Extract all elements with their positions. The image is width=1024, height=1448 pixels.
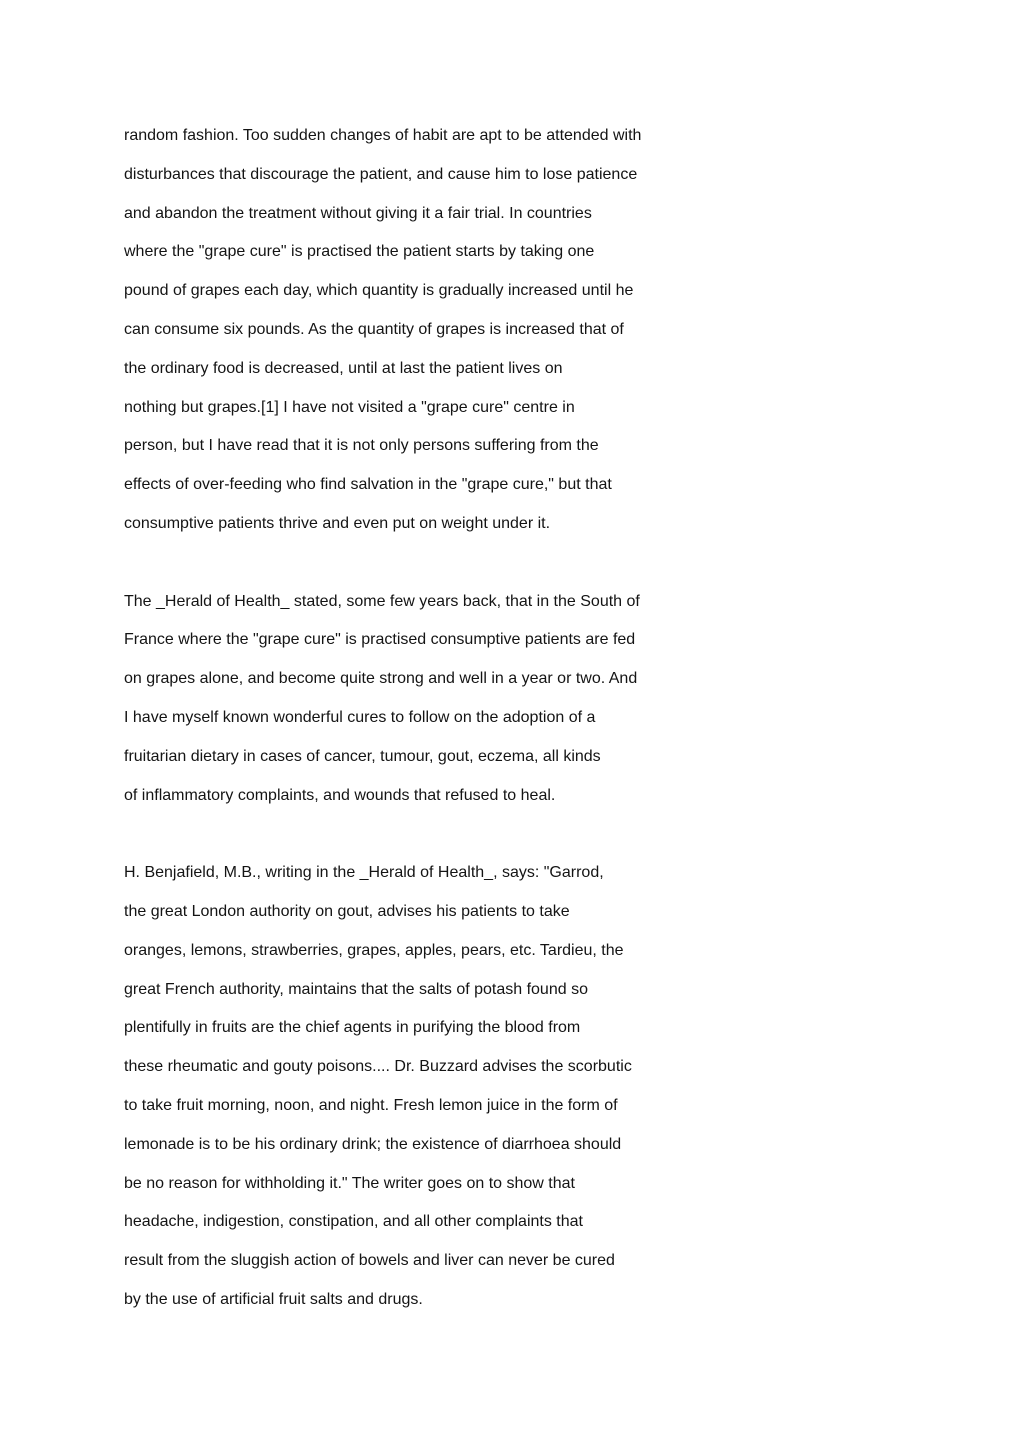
paragraph-2	[124, 583, 744, 816]
paragraph-line: disturbances that discourage the patient, and cause him to lose patience	[124, 165, 638, 183]
paragraph-line: on grapes alone, and become quite strong and well in a year or two. And	[124, 670, 638, 688]
paragraph-line: result from the sluggish action of bowels and liver can never be cured	[124, 1252, 615, 1270]
paragraph-line: and abandon the treatment without giving it a fair trial. In countries	[124, 204, 592, 222]
paragraph-line: fruitarian dietary in cases of cancer, tumour, gout, eczema, all kinds	[124, 747, 601, 765]
paragraph-line: H. Benjafield, M.B., writing in the _Herald of Health_, says: "Garrod,	[124, 864, 604, 882]
paragraph-line: I have myself known wonderful cures to follow on the adoption of a	[124, 708, 596, 726]
paragraph-line: by the use of artificial fruit salts and drugs.	[124, 1290, 423, 1308]
paragraph-line: lemonade is to be his ordinary drink; the existence of diarrhoea should	[124, 1135, 622, 1153]
paragraph-1	[124, 117, 744, 544]
paragraph-line: to take fruit morning, noon, and night. Fresh lemon juice in the form of	[124, 1096, 618, 1114]
paragraph-line: consumptive patients thrive and even put on weight under it.	[124, 514, 551, 532]
paragraph-line: plentifully in fruits are the chief agents in purifying the blood from	[124, 1019, 581, 1037]
paragraph-line: of inflammatory complaints, and wounds that refused to heal.	[124, 786, 556, 804]
paragraph-line: nothing but grapes.[1] I have not visited a "grape cure" centre in	[124, 398, 575, 416]
paragraph-line: headache, indigestion, constipation, and all other complaints that	[124, 1213, 583, 1231]
paragraph-line: the great London authority on gout, advises his patients to take	[124, 902, 570, 920]
paragraph-line: can consume six pounds. As the quantity of grapes is increased that of	[124, 320, 624, 338]
paragraph-line: oranges, lemons, strawberries, grapes, apples, pears, etc. Tardieu, the	[124, 941, 624, 959]
paragraph-line: great French authority, maintains that the salts of potash found so	[124, 980, 588, 998]
paragraph-line: pound of grapes each day, which quantity is gradually increased until he	[124, 282, 634, 300]
paragraph-line: these rheumatic and gouty poisons.... Dr. Buzzard advises the scorbutic	[124, 1058, 632, 1076]
paragraph-line: random fashion. Too sudden changes of habit are apt to be attended with	[124, 127, 642, 144]
paragraph-line: the ordinary food is decreased, until at last the patient lives on	[124, 359, 563, 377]
paragraph-3	[124, 854, 744, 1320]
paragraph-line: be no reason for withholding it." The writer goes on to show that	[124, 1174, 575, 1192]
paragraph-line: effects of over-feeding who find salvation in the "grape cure," but that	[124, 476, 612, 494]
paragraph-line: person, but I have read that it is not only persons suffering from the	[124, 437, 599, 455]
paragraph-line: where the "grape cure" is practised the patient starts by taking one	[124, 243, 595, 261]
paragraph-line: France where the "grape cure" is practised consumptive patients are fed	[124, 631, 636, 649]
paragraph-line: The _Herald of Health_ stated, some few years back, that in the South of	[124, 592, 640, 610]
text-column	[124, 117, 744, 1359]
